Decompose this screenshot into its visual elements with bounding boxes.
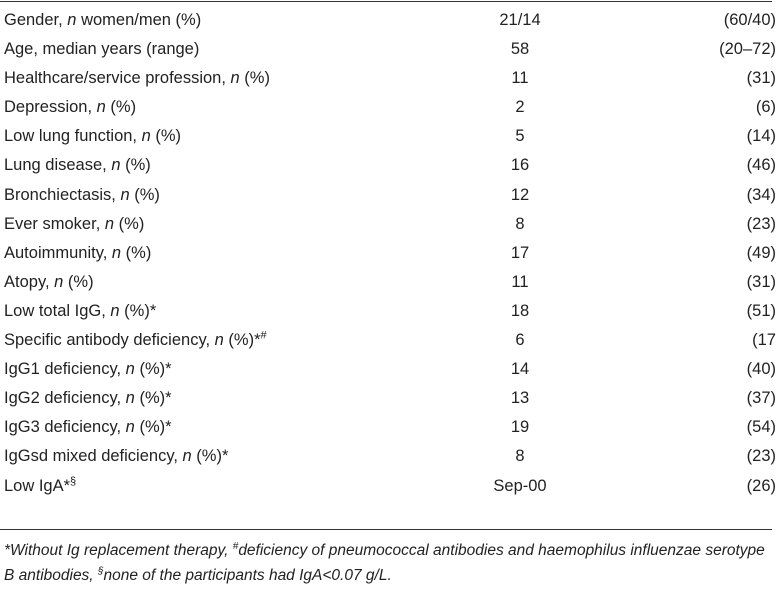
characteristics-table <box>0 6 778 501</box>
row-label-text: Autoimmunity, <box>4 243 112 262</box>
row-value: 17 <box>510 243 530 262</box>
row-value: 16 <box>510 156 530 175</box>
row-label-text: Low total IgG, <box>4 301 111 320</box>
row-label-n: n <box>214 331 224 350</box>
row-percentage: (40) <box>746 360 776 379</box>
row-value: 2 <box>515 98 525 117</box>
row-label-text: Lung disease, <box>4 156 112 175</box>
row-label-rest: (%)* <box>134 389 172 408</box>
row-percentage: (60/40) <box>723 11 776 29</box>
row-label-n: n <box>125 360 135 379</box>
row-label-n: n <box>141 127 151 146</box>
row-percentage: (31) <box>746 272 776 291</box>
table-row <box>0 239 778 268</box>
row-value: 14 <box>510 360 530 379</box>
row-value: 8 <box>515 214 525 233</box>
row-percentage: (46) <box>746 156 776 175</box>
table-row <box>0 472 778 501</box>
footnote-part-1: *Without Ig replacement therapy, <box>4 542 233 559</box>
row-label-text: Low IgA* <box>4 476 71 495</box>
row-label-rest: women/men (%) <box>76 11 202 29</box>
row-percentage: (26) <box>746 476 776 495</box>
row-label-n: n <box>182 447 192 466</box>
row-percentage: (51) <box>746 301 776 320</box>
table-bottom-rule <box>0 529 772 530</box>
row-label-text: Specific antibody deficiency, <box>4 331 215 350</box>
row-label <box>0 181 404 210</box>
row-label <box>0 239 404 268</box>
row-percentage: (34) <box>746 185 776 204</box>
row-label-text: Age, median years (range) <box>4 40 200 59</box>
footnote-sup-1: # <box>232 540 239 552</box>
row-label-rest: (%)* <box>119 301 157 320</box>
table-top-rule <box>0 1 772 2</box>
table-row <box>0 210 778 239</box>
row-label-n: n <box>120 185 130 204</box>
row-label <box>0 413 404 442</box>
row-label-rest: (%) <box>120 156 151 175</box>
row-percentage: (17 <box>752 331 776 350</box>
table-body <box>0 6 778 501</box>
row-label <box>0 442 404 471</box>
row-label-text: Low lung function, <box>4 127 142 146</box>
row-label-rest: (%)* <box>191 447 229 466</box>
row-value: 8 <box>515 447 525 466</box>
row-label-text: Healthcare/service profession, <box>4 69 231 88</box>
row-label <box>0 93 404 122</box>
row-label-n: n <box>125 418 135 437</box>
row-value: 11 <box>511 272 529 291</box>
row-label-rest: (%) <box>150 127 182 146</box>
row-label <box>0 384 404 413</box>
row-label <box>0 35 404 64</box>
table-row <box>0 384 778 413</box>
row-label <box>0 151 404 180</box>
table-row <box>0 268 778 297</box>
row-label-text: Depression, <box>4 98 97 117</box>
row-label-superscript: § <box>70 475 77 487</box>
row-percentage: (54) <box>746 418 776 437</box>
row-label <box>0 326 404 355</box>
table-footnote <box>4 538 770 588</box>
row-label <box>0 210 404 239</box>
row-label-text: IgG1 deficiency, <box>4 360 126 379</box>
row-label-superscript: # <box>260 329 267 342</box>
row-percentage: (37) <box>746 389 776 408</box>
row-label-rest: (%) <box>129 185 160 204</box>
table-row <box>0 93 778 122</box>
row-value: 5 <box>515 127 525 146</box>
row-percentage: (20–72) <box>719 40 776 59</box>
footnote-part-3: none of the participants had IgA<0.07 g/L. <box>103 567 392 584</box>
row-label-text: Atopy, <box>4 272 55 291</box>
row-value: 11 <box>511 69 529 88</box>
row-label-rest: (%) <box>121 243 152 262</box>
row-value: Sep-00 <box>493 476 547 495</box>
row-label-rest: (%)* <box>134 418 172 437</box>
row-label <box>0 297 404 326</box>
row-label <box>0 6 404 35</box>
row-label-n: n <box>96 98 106 117</box>
row-label-rest: (%)* <box>134 360 172 379</box>
row-label-n: n <box>67 11 77 29</box>
table-row <box>0 355 778 384</box>
footnote-part-2: deficiency of pneumococcal antibodies and haemophilus influenzae serotype B antibodies, <box>4 542 765 584</box>
row-label-text: Gender, <box>4 11 68 29</box>
row-label <box>0 268 404 297</box>
row-label-n: n <box>111 243 122 262</box>
row-label-text: IgG2 deficiency, <box>4 389 126 408</box>
row-percentage: (31) <box>746 69 776 88</box>
table-row <box>0 297 778 326</box>
row-percentage: (14) <box>746 127 776 146</box>
row-label-rest: (%) <box>239 69 270 88</box>
row-label-n: n <box>54 272 64 291</box>
row-label-rest: (%) <box>63 272 94 291</box>
row-label <box>0 64 404 93</box>
row-label-text: IgGsd mixed deficiency, <box>4 447 183 466</box>
row-label-n: n <box>125 389 135 408</box>
row-label-text: Bronchiectasis, <box>4 185 121 204</box>
row-percentage: (23) <box>746 214 776 233</box>
table-row <box>0 326 778 355</box>
row-value: 18 <box>510 301 530 320</box>
row-label-n: n <box>230 69 240 88</box>
table-row <box>0 413 778 442</box>
row-percentage: (23) <box>746 447 776 466</box>
row-label-rest: (%)* <box>223 331 261 350</box>
table-row <box>0 35 778 64</box>
table-row <box>0 151 778 180</box>
row-value: 12 <box>510 185 530 204</box>
row-label-text: IgG3 deficiency, <box>4 418 126 437</box>
row-value: 58 <box>510 40 530 59</box>
footnote-sup-2: § <box>97 565 104 577</box>
table-row <box>0 64 778 93</box>
row-value: 13 <box>510 389 530 408</box>
row-percentage: (49) <box>746 243 776 262</box>
row-label-n: n <box>110 301 120 320</box>
table-row <box>0 6 778 35</box>
row-value: 6 <box>515 331 525 350</box>
row-label-n: n <box>111 156 121 175</box>
row-value: 19 <box>510 418 530 437</box>
table-row <box>0 122 778 151</box>
row-label-rest: (%) <box>105 98 137 117</box>
table-row <box>0 442 778 471</box>
row-label-rest: (%) <box>114 214 145 233</box>
table-row <box>0 181 778 210</box>
row-label <box>0 355 404 384</box>
row-label-n: n <box>104 214 115 233</box>
row-value: 21/14 <box>499 11 541 29</box>
row-label <box>0 472 404 501</box>
row-label <box>0 122 404 151</box>
row-label-text: Ever smoker, <box>4 214 105 233</box>
row-percentage: (6) <box>755 98 776 117</box>
